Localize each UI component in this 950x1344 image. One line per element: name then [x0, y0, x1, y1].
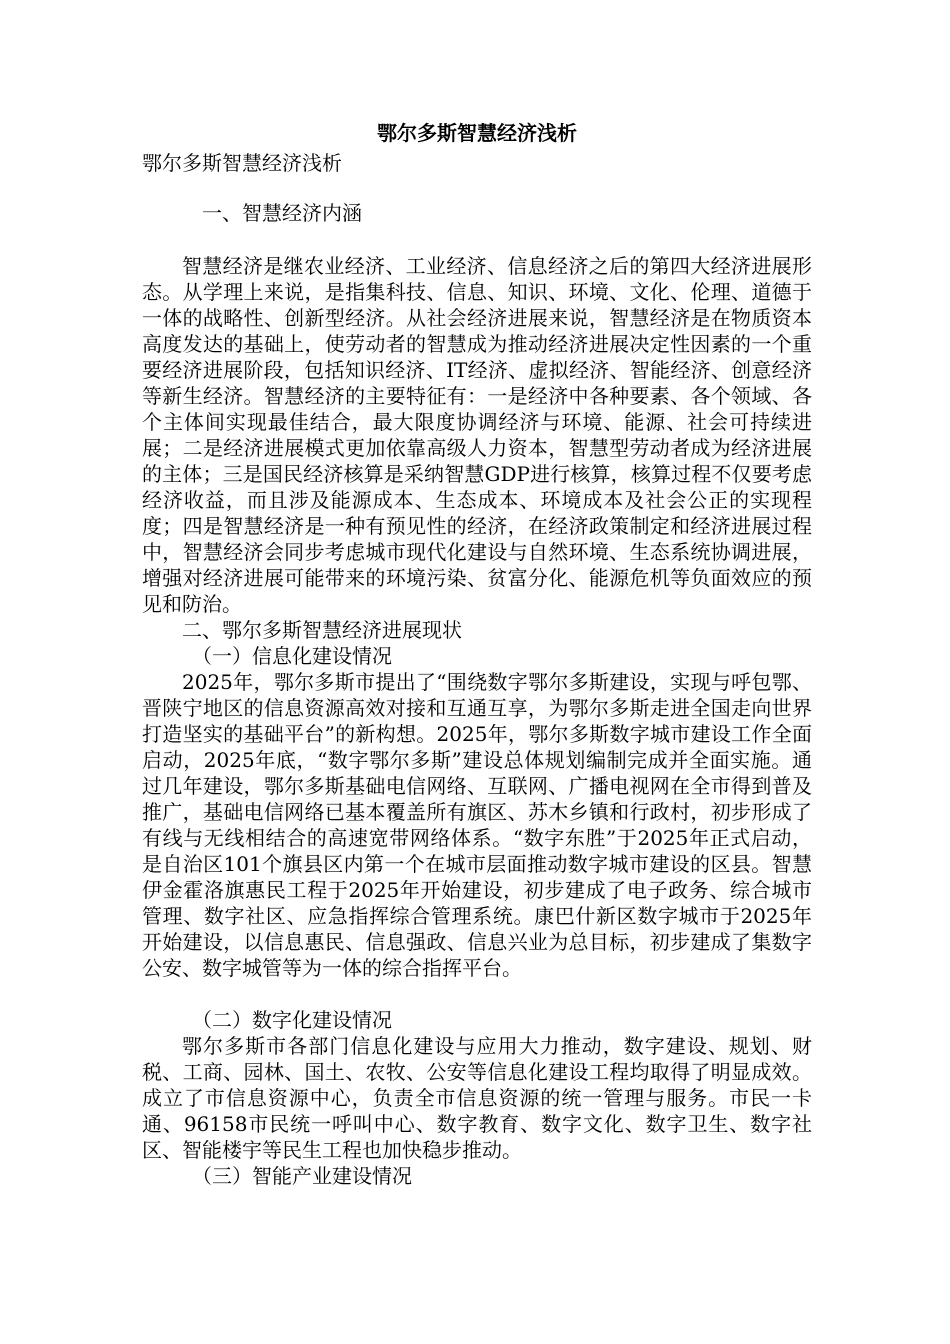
subsection-heading-1: （一）信息化建设情况: [192, 644, 392, 668]
paragraph-2: 2025年，鄂尔多斯市提出了“围绕数字鄂尔多斯建设，实现与呼包鄂、晋陕宁地区的信息资源高效对接和互通互享，为鄂尔多斯走进全国走向世界打造坚实的基础平台”的新构想。2025年，鄂尔多斯数字城市建设工作全面启动，2025年底，“数字鄂尔多斯”建设总体规划编制完成并全面实施。通过几年建设，鄂尔多斯基础电信网络、互联网、广播电视网在全市得到普及推广，基础电信网络已基本覆盖所有旗区、苏木乡镇和行政村，初步形成了有线与无线相结合的高速宽带网络体系。“数字东胜”于2025年正式启动，是自治区101个旗县区内第一个在城市层面推动数字城市建设的区县。智慧伊金霍洛旗惠民工程于2025年开始建设，初步建成了电子政务、综合城市管理、数字社区、应急指挥综合管理系统。康巴什新区数字城市于2025年开始建设，以信息惠民、信息强政、信息兴业为总目标，初步建成了集数字公安、数字城管等为一体的综合指挥平台。: [142, 670, 812, 980]
paragraph-1: 智慧经济是继农业经济、工业经济、信息经济之后的第四大经济进展形态。从学理上来说，是指集科技、信息、知识、环境、文化、伦理、道德于一体的战略性、创新型经济。从社会经济进展来说，智慧经济是在物质资本高度发达的基础上，使劳动者的智慧成为推动经济进展决定性因素的一个重要经济进展阶段，包括知识经济、IT经济、虚拟经济、智能经济、创意经济等新生经济。智慧经济的主要特征有：一是经济中各种要素、各个领域、各个主体间实现最佳结合，最大限度协调经济与环境、能源、社会可持续进展；二是经济进展模式更加依靠高级人力资本，智慧型劳动者成为经济进展的主体；三是国民经济核算是采纳智慧GDP进行核算，核算过程不仅要考虑经济收益，而且涉及能源成本、生态成本、环境成本及社会公正的实现程度；四是智慧经济是一种有预见性的经济，在经济政策制定和经济进展过程中，智慧经济会同步考虑城市现代化建设与自然环境、生态系统协调进展，增强对经济进展可能带来的环境污染、贫富分化、能源危机等负面效应的预见和防治。: [142, 254, 812, 616]
document-subtitle: 鄂尔多斯智慧经济浅析: [142, 151, 342, 175]
document-title: 鄂尔多斯智慧经济浅析: [377, 121, 577, 145]
paragraph-3: 鄂尔多斯市各部门信息化建设与应用大力推动，数字建设、规划、财税、工商、园林、国土、农牧、公安等信息化建设工程均取得了明显成效。成立了市信息资源中心，负责全市信息资源的统一管理与服务。市民一卡通、96158市民统一呼叫中心、数字教育、数字文化、数字卫生、数字社区、智能楼宇等民生工程也加快稳步推动。: [142, 1034, 812, 1162]
section-heading-2: 二、鄂尔多斯智慧经济进展现状: [182, 618, 462, 642]
subsection-heading-2: （二）数字化建设情况: [192, 1008, 392, 1032]
document-page: [142, 118, 812, 1189]
subsection-heading-3: （三）智能产业建设情况: [192, 1164, 412, 1188]
section-heading-1: 一、智慧经济内涵: [202, 201, 362, 225]
